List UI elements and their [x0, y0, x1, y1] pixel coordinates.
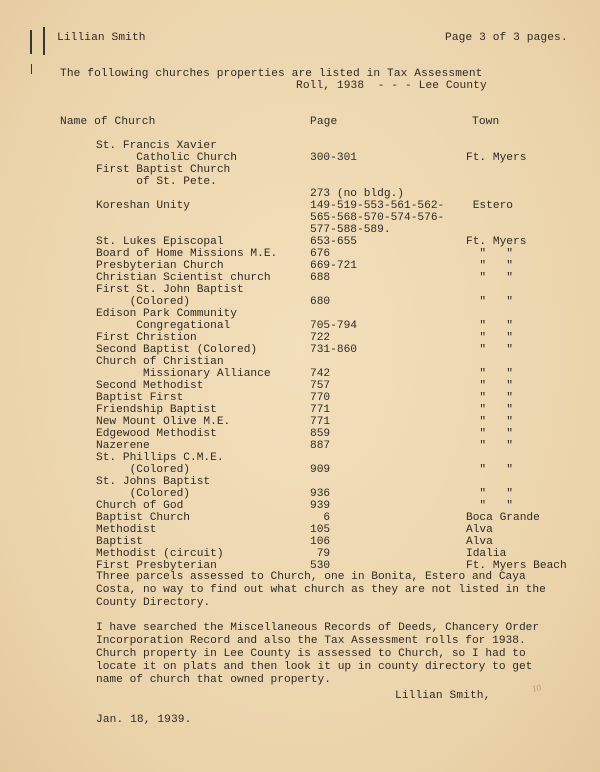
town: " "	[466, 404, 513, 416]
table-row	[0, 344, 600, 356]
church-name: Baptist First	[96, 392, 184, 404]
table-row	[0, 452, 600, 464]
paragraph-line: County Directory.	[96, 597, 211, 609]
record-page: 936	[310, 488, 331, 500]
town: " "	[466, 440, 513, 452]
table-row	[0, 428, 600, 440]
table-row	[0, 404, 600, 416]
table-row	[0, 368, 600, 380]
pencil-annotation: 10	[531, 682, 542, 694]
town: " "	[466, 368, 513, 380]
church-name: Methodist	[96, 524, 157, 536]
table-row	[0, 392, 600, 404]
church-name: Church of Christian	[96, 356, 224, 368]
table-row	[0, 248, 600, 260]
record-page: 105	[310, 524, 331, 536]
table-row	[0, 416, 600, 428]
record-page: 669-721	[310, 260, 357, 272]
record-page: 530	[310, 560, 331, 572]
church-name: (Colored)	[96, 488, 190, 500]
document-date: Jan. 18, 1939.	[96, 714, 192, 726]
table-row	[0, 464, 600, 476]
town: " "	[466, 320, 513, 332]
table-row	[0, 440, 600, 452]
record-page: 887	[310, 440, 331, 452]
church-name: New Mount Olive M.E.	[96, 416, 231, 428]
table-row	[0, 140, 600, 152]
paragraph-line: I have searched the Miscellaneous Records of Deeds, Chancery Order	[96, 622, 540, 634]
town: " "	[466, 500, 513, 512]
church-name: Friendship Baptist	[96, 404, 217, 416]
record-page: 859	[310, 428, 331, 440]
town: " "	[466, 248, 513, 260]
binding-mark	[43, 27, 45, 55]
table-row	[0, 260, 600, 272]
church-name: Nazerene	[96, 440, 150, 452]
church-name: St. Francis Xavier	[96, 140, 217, 152]
church-name: Church of God	[96, 500, 184, 512]
intro-line-2: Roll, 1938 - - - Lee County	[296, 80, 487, 92]
town: " "	[466, 344, 513, 356]
table-row	[0, 488, 600, 500]
church-name: Second Methodist	[96, 380, 204, 392]
paragraph-line: Incorporation Record and also the Tax Assessment rolls for 1938.	[96, 635, 526, 647]
town: " "	[466, 332, 513, 344]
town: " "	[466, 296, 513, 308]
town: " "	[466, 272, 513, 284]
church-name: Presbyterian Church	[96, 260, 224, 272]
town: Ft. Myers Beach	[466, 560, 567, 572]
church-name: Catholic Church	[96, 152, 237, 164]
intro-line-1: The following churches properties are listed in Tax Assessment	[60, 68, 483, 80]
binding-mark	[30, 30, 32, 54]
table-row	[0, 212, 600, 224]
paragraph-search-notes	[96, 622, 539, 687]
town: " "	[466, 464, 513, 476]
column-header-town: Town	[472, 116, 500, 128]
page-number: Page 3 of 3 pages.	[445, 32, 568, 44]
table-row	[0, 380, 600, 392]
town: " "	[466, 380, 513, 392]
record-page: 771	[310, 404, 331, 416]
record-page: 688	[310, 272, 331, 284]
table-row	[0, 200, 600, 212]
table-row	[0, 356, 600, 368]
paragraph-line: Costa, no way to find out what church as they are not listed in the	[96, 584, 546, 596]
church-name: First Presbyterian	[96, 560, 217, 572]
author-header: Lillian Smith	[57, 32, 146, 44]
town: Estero	[466, 200, 513, 212]
church-name: St. Lukes Episcopal	[96, 236, 224, 248]
church-name: First St. John Baptist	[96, 284, 244, 296]
table-row	[0, 320, 600, 332]
table-row	[0, 152, 600, 164]
table-row	[0, 296, 600, 308]
church-name: (Colored)	[96, 464, 190, 476]
table-row	[0, 236, 600, 248]
binding-mark	[31, 64, 32, 74]
column-header-name: Name of Church	[60, 116, 156, 128]
town: Alva	[466, 524, 493, 536]
record-page: 705-794	[310, 320, 357, 332]
church-table	[96, 140, 600, 572]
record-page: 106	[310, 536, 331, 548]
column-header-page: Page	[310, 116, 338, 128]
church-name: St. Johns Baptist	[96, 476, 211, 488]
paragraph-line: locate it on plats and then look it up in county directory to get	[96, 661, 533, 673]
table-row	[0, 188, 600, 200]
church-name: Baptist	[96, 536, 143, 548]
church-name: St. Phillips C.M.E.	[96, 452, 224, 464]
church-name: Christian Scientist church	[96, 272, 271, 284]
record-page: 757	[310, 380, 331, 392]
paragraph-parcels	[96, 571, 546, 610]
record-page: 909	[310, 464, 331, 476]
church-name: Methodist (circuit)	[96, 548, 224, 560]
church-name: Congregational	[96, 320, 231, 332]
record-page: 6	[310, 512, 331, 524]
table-row	[0, 272, 600, 284]
table-row	[0, 224, 600, 236]
record-page: 577-588-589.	[310, 224, 391, 236]
table-row	[0, 500, 600, 512]
table-row	[0, 308, 600, 320]
church-name: Second Baptist (Colored)	[96, 344, 258, 356]
table-row	[0, 524, 600, 536]
church-name: Edgewood Methodist	[96, 428, 217, 440]
table-row	[0, 176, 600, 188]
table-row	[0, 164, 600, 176]
town: Alva	[466, 536, 493, 548]
record-page: 939	[310, 500, 331, 512]
church-name: Baptist Church	[96, 512, 190, 524]
church-name: of St. Pete.	[96, 176, 217, 188]
table-row	[0, 536, 600, 548]
church-name: (Colored)	[96, 296, 190, 308]
church-name: Board of Home Missions M.E.	[96, 248, 278, 260]
town: Ft. Myers	[466, 236, 527, 248]
town: " "	[466, 416, 513, 428]
record-page: 680	[310, 296, 331, 308]
church-name: First Christion	[96, 332, 197, 344]
town: Boca Grande	[466, 512, 540, 524]
table-row	[0, 548, 600, 560]
record-page: 742	[310, 368, 331, 380]
town: " "	[466, 260, 513, 272]
paragraph-line: Church property in Lee County is assessed to Church, so I had to	[96, 648, 526, 660]
record-page: 149-519-553-561-562-	[310, 200, 445, 212]
table-row	[0, 332, 600, 344]
record-page: 676	[310, 248, 331, 260]
signature: Lillian Smith,	[395, 690, 491, 702]
record-page: 273 (no bldg.)	[310, 188, 404, 200]
town: " "	[466, 392, 513, 404]
town: " "	[466, 488, 513, 500]
record-page: 79	[310, 548, 331, 560]
church-name: Koreshan Unity	[96, 200, 190, 212]
record-page: 731-860	[310, 344, 357, 356]
record-page: 770	[310, 392, 331, 404]
paragraph-line: Three parcels assessed to Church, one in Bonita, Estero and Caya	[96, 571, 526, 583]
table-row	[0, 512, 600, 524]
paragraph-line: name of church that owned property.	[96, 674, 331, 686]
church-name: Missionary Alliance	[96, 368, 271, 380]
record-page: 722	[310, 332, 331, 344]
table-row	[0, 476, 600, 488]
church-name: Edison Park Community	[96, 308, 237, 320]
record-page: 565-568-570-574-576-	[310, 212, 445, 224]
town: Idalia	[466, 548, 507, 560]
town: " "	[466, 428, 513, 440]
church-name: First Baptist Church	[96, 164, 231, 176]
record-page: 771	[310, 416, 331, 428]
record-page: 300-301	[310, 152, 357, 164]
record-page: 653-655	[310, 236, 357, 248]
town: Ft. Myers	[466, 152, 527, 164]
table-row	[0, 284, 600, 296]
